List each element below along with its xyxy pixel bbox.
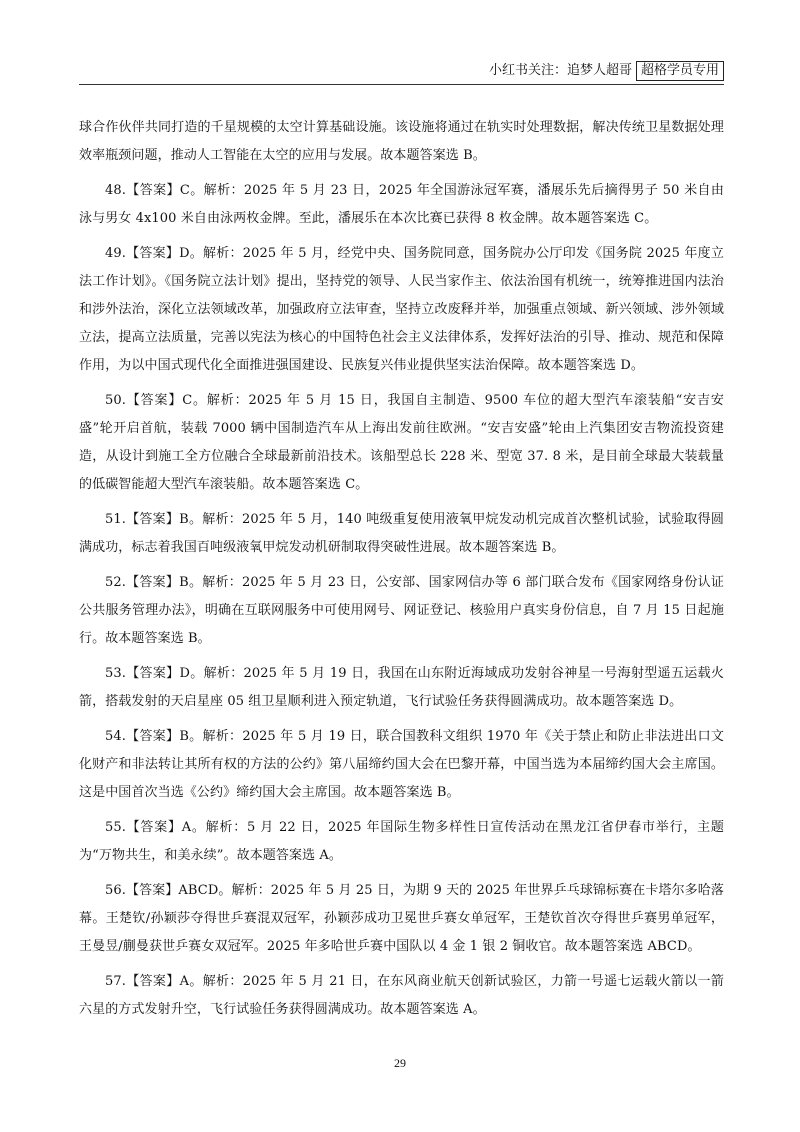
paragraph-continued: 球合作伙伴共同打造的千星规模的太空计算基础设施。该设施将通过在轨实时处理数据，解决传统卫星数据处理效率瓶颈问题，推动人工智能在太空的应用与发展。故本题答案选 B。 <box>79 120 724 163</box>
answer-item-53: 53.【答案】D。解析：2025 年 5 月 19 日，我国在山东附近海域成功发射谷神星一号海射型遥五运载火箭，搭载发射的天启星座 05 组卫星顺利进入预定轨道，飞行试验任务获得圆满成功。故本题答案选 D。 <box>79 666 724 709</box>
header-source-text: 小红书关注：追梦人超哥 <box>488 63 632 78</box>
answer-item-50: 50.【答案】C。解析：2025 年 5 月 15 日，我国自主制造、9500 车位的超大型汽车滚装船“安吉安盛”轮开启首航，装载 7000 辆中国制造汽车从上海出发前往欧洲。“安吉安盛”轮由上汽集团安吉物流投资建造，从设计到施工全方位融合全球最新前沿技术。该船型总长 228 米、型宽 37. 8 米，是目前全球最大装载量的低碳智能超大型汽车滚装船。故本题答案选 C。 <box>79 393 724 492</box>
answer-item-54: 54.【答案】B。解析：2025 年 5 月 19 日，联合国教科文组织 1970 年《关于禁止和防止非法进出口文化财产和非法转让其所有权的方法的公约》第八届缔约国大会在巴黎开幕，中国当选为本届缔约国大会主席国。这是中国首次当选《公约》缔约国大会主席国。故本题答案选 B。 <box>79 729 724 800</box>
answer-item-48: 48.【答案】C。解析：2025 年 5 月 23 日，2025 年全国游泳冠军赛，潘展乐先后摘得男子 50 米自由泳与男女 4x100 米自由泳两枚金牌。至此，潘展乐在本次比赛已获得 8 枚金牌。故本题答案选 C。 <box>79 183 724 226</box>
answer-item-56: 56.【答案】ABCD。解析：2025 年 5 月 25 日，为期 9 天的 2025 年世界乒乓球锦标赛在卡塔尔多哈落幕。王楚钦/孙颖莎夺得世乒赛混双冠军，孙颖莎成功卫冕世乒赛女单冠军，王楚钦首次夺得世乒赛男单冠军，王曼昱/蒯曼获世乒赛女双冠军。2025 年多哈世乒赛中国队以 4 金 1 银 2 铜收官。故本题答案选 ABCD。 <box>79 883 724 954</box>
header-badge: 超格学员专用 <box>636 61 724 81</box>
page-number: 29 <box>394 1056 406 1070</box>
document-body <box>79 114 724 1031</box>
answer-item-51: 51.【答案】B。解析：2025 年 5 月，140 吨级重复使用液氧甲烷发动机完成首次整机试验，试验取得圆满成功，标志着我国百吨级液氧甲烷发动机研制取得突破性进展。故本题答案选 B。 <box>79 512 724 555</box>
page-header <box>489 61 724 81</box>
answer-item-57: 57.【答案】A。解析：2025 年 5 月 21 日，在东风商业航天创新试验区，力箭一号遥七运载火箭以一箭六星的方式发射升空，飞行试验任务获得圆满成功。故本题答案选 A。 <box>79 974 724 1017</box>
answer-item-49: 49.【答案】D。解析：2025 年 5 月，经党中央、国务院同意，国务院办公厅印发《国务院 2025 年度立法工作计划》。《国务院立法计划》提出，坚持党的领导、人民当家作主、依法治国有机统一，统筹推进国内法治和涉外法治，深化立法领域改革，加强政府立法审查，坚持立改废释并举，加强重点领域、新兴领域、涉外领域立法，提高立法质量，完善以宪法为核心的中国特色社会主义法律体系，发挥好法治的引导、推动、规范和保障作用，为以中国式现代化全面推进强国建设、民族复兴伟业提供坚实法治保障。故本题答案选 D。 <box>79 246 724 373</box>
answer-item-52: 52.【答案】B。解析：2025 年 5 月 23 日，公安部、国家网信办等 6 部门联合发布《国家网络身份认证公共服务管理办法》，明确在互联网服务中可使用网号、网证登记、核验用户真实身份信息，自 7 月 15 日起施行。故本题答案选 B。 <box>79 575 724 646</box>
header-divider <box>79 84 724 85</box>
answer-item-55: 55.【答案】A。解析：5 月 22 日，2025 年国际生物多样性日宣传活动在黑龙江省伊春市举行，主题为“万物共生，和美永续”。故本题答案选 A。 <box>79 820 724 863</box>
